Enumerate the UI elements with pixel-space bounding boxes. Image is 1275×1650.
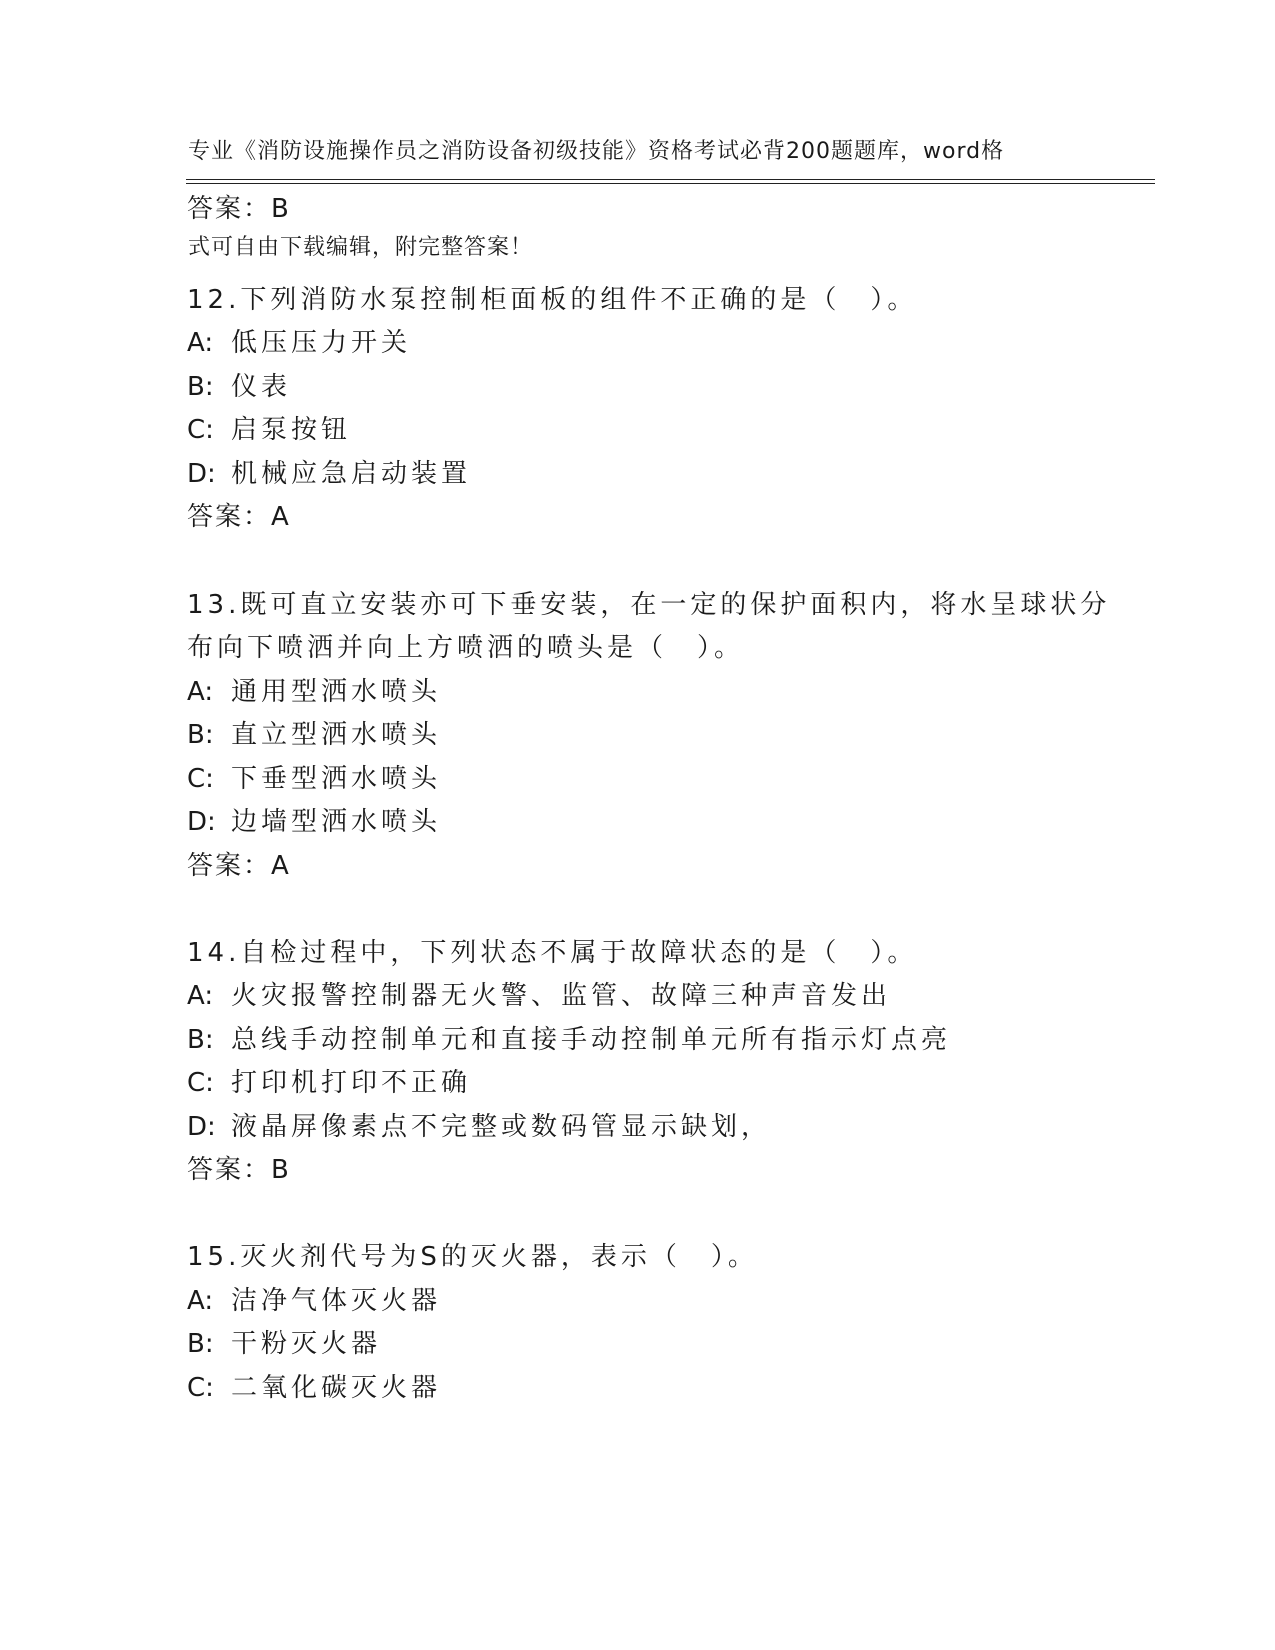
- option-key: A:: [187, 981, 214, 1011]
- option-key: C:: [187, 415, 214, 445]
- answer-prev: 答案：B: [187, 194, 291, 224]
- option-text: 启泵按钮: [231, 415, 352, 445]
- question-14-answer: 答案：B: [187, 1155, 291, 1185]
- header-line-2: 式可自由下载编辑，附完整答案！: [188, 235, 534, 260]
- header-line-1: 专业《消防设施操作员之消防设备初级技能》资格考试必背200题题库，word格: [188, 139, 1005, 164]
- option-key: D:: [187, 459, 216, 489]
- question-15-option-b: [187, 1327, 381, 1361]
- option-key: C:: [187, 1068, 214, 1098]
- question-13-text-line-2: 布向下喷洒并向上方喷洒的喷头是（ ）。: [187, 633, 745, 663]
- question-14-option-b: [187, 1023, 951, 1057]
- question-15-text: 15.灭火剂代号为S的灭火器，表示（ ）。: [187, 1242, 758, 1272]
- question-13-option-b: [187, 718, 441, 752]
- question-12-answer: 答案：A: [187, 502, 291, 532]
- option-text: 边墙型洒水喷头: [231, 807, 442, 837]
- option-text: 火灾报警控制器无火警、监管、故障三种声音发出: [231, 981, 892, 1011]
- option-key: B:: [187, 1329, 214, 1359]
- question-13-text-line-1: 13.既可直立安装亦可下垂安装，在一定的保护面积内，将水呈球状分: [187, 590, 1111, 620]
- question-14-text: 14.自检过程中，下列状态不属于故障状态的是（ ）。: [187, 938, 918, 968]
- option-text: 机械应急启动装置: [231, 459, 472, 489]
- option-key: A:: [187, 1286, 214, 1316]
- option-key: C:: [187, 764, 214, 794]
- option-text: 下垂型洒水喷头: [231, 764, 442, 794]
- option-key: D:: [187, 807, 216, 837]
- option-text: 液晶屏像素点不完整或数码管显示缺划，: [231, 1112, 772, 1142]
- option-text: 打印机打印不正确: [231, 1068, 472, 1098]
- header-divider-bottom: [186, 183, 1155, 184]
- option-text: 低压压力开关: [231, 328, 412, 358]
- option-text: 直立型洒水喷头: [231, 720, 442, 750]
- header-divider-top: [186, 179, 1155, 180]
- question-12-option-d: [187, 457, 471, 491]
- option-text: 干粉灭火器: [231, 1329, 382, 1359]
- option-key: D:: [187, 1112, 216, 1142]
- question-14-option-d: [187, 1110, 771, 1144]
- question-15-option-c: [187, 1371, 441, 1405]
- option-key: A:: [187, 677, 214, 707]
- question-13-option-c: [187, 762, 441, 796]
- question-12-option-c: [187, 413, 351, 447]
- option-key: B:: [187, 372, 214, 402]
- option-key: A:: [187, 328, 214, 358]
- question-12-option-b: [187, 370, 291, 404]
- option-text: 二氧化碳灭火器: [231, 1373, 442, 1403]
- question-13-option-d: [187, 805, 441, 839]
- option-key: C:: [187, 1373, 214, 1403]
- option-text: 仪表: [231, 372, 292, 402]
- question-13-answer: 答案：A: [187, 851, 291, 881]
- option-text: 洁净气体灭火器: [231, 1286, 442, 1316]
- option-text: 总线手动控制单元和直接手动控制单元所有指示灯点亮: [231, 1025, 952, 1055]
- question-15-option-a: [187, 1284, 441, 1318]
- question-14-option-c: [187, 1066, 471, 1100]
- option-text: 通用型洒水喷头: [231, 677, 442, 707]
- question-13-option-a: [187, 675, 441, 709]
- question-12-option-a: [187, 326, 411, 360]
- question-12-text: 12.下列消防水泵控制柜面板的组件不正确的是（ ）。: [187, 285, 918, 315]
- question-14-option-a: [187, 979, 891, 1013]
- option-key: B:: [187, 720, 214, 750]
- option-key: B:: [187, 1025, 214, 1055]
